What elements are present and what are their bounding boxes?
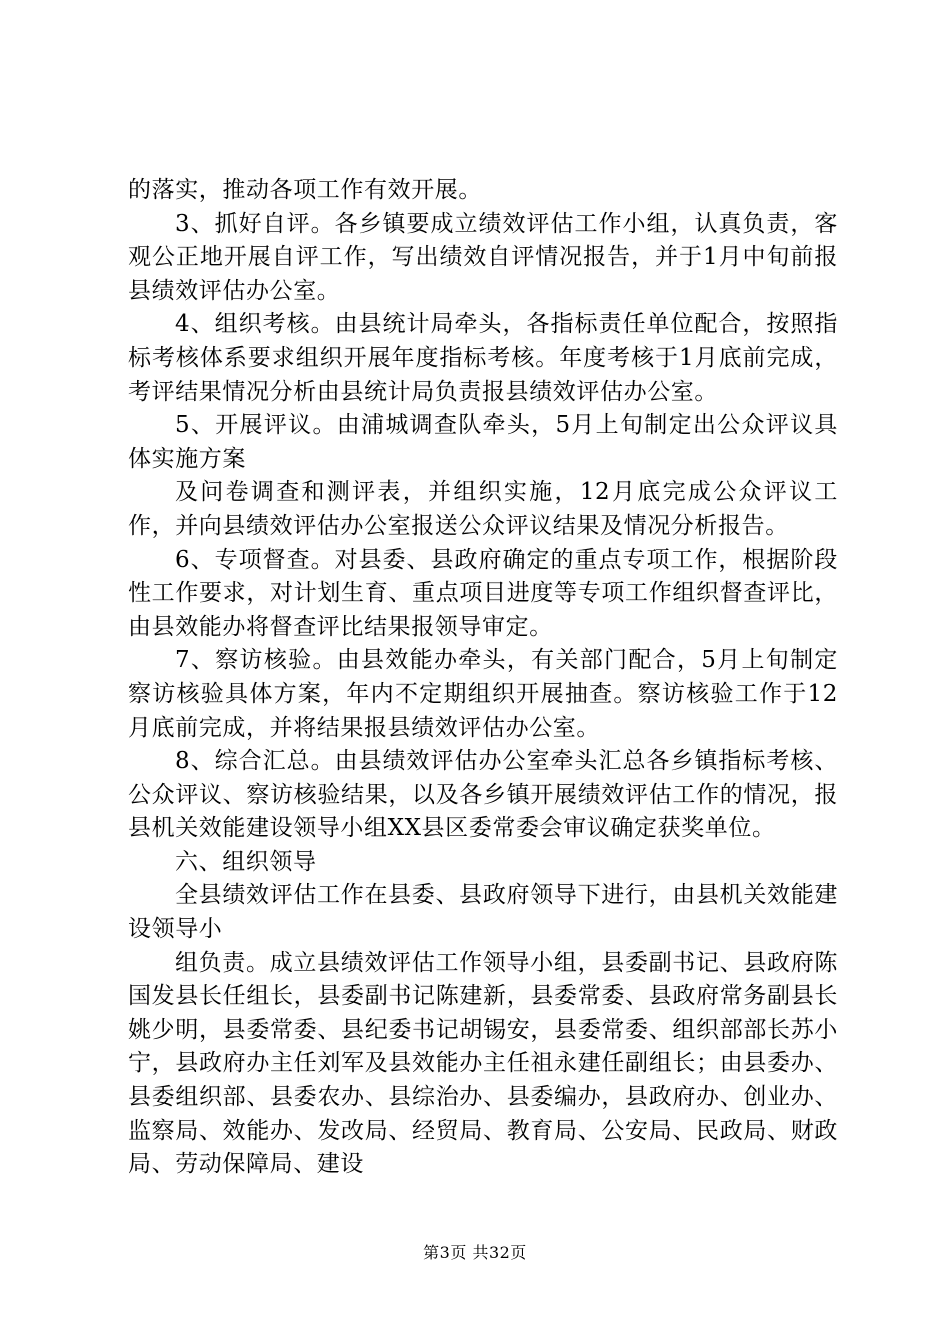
paragraph-special-inspection: 6、专项督查。对县委、县政府确定的重点专项工作，根据阶段性工作要求，对计划生育、重点项目进度等专项工作组织督查评比，由县效能办将督查评比结果报领导审定。 (128, 546, 838, 640)
section-heading-leadership: 六、组织领导 (175, 848, 317, 875)
paragraph-questionnaire: 及问卷调查和测评表，并组织实施，12月底完成公众评议工作，并向县绩效评估办公室报送公众评议结果及情况分析报告。 (128, 479, 838, 539)
paragraph-leadership-intro: 全县绩效评估工作在县委、县政府领导下进行，由县机关效能建设领导小 (128, 882, 838, 943)
paragraph-self-evaluation: 3、抓好自评。各乡镇要成立绩效评估工作小组，认真负责，客观公正地开展自评工作，写出绩效自评情况报告，并于1月中旬前报县绩效评估办公室。 (128, 210, 838, 304)
paragraph-public-review: 5、开展评议。由浦城调查队牵头，5月上旬制定出公众评议具体实施方案 (128, 412, 838, 472)
paragraph-organize-assessment: 4、组织考核。由县统计局牵头，各指标责任单位配合，按照指标考核体系要求组织开展年度指标考核。年度考核于1月底前完成，考评结果情况分析由县统计局负责报县绩效评估办公室。 (128, 311, 838, 405)
paragraph-continuation: 的落实，推动各项工作有效开展。 (128, 177, 482, 203)
paragraph-leadership-group: 组负责。成立县绩效评估工作领导小组，县委副书记、县政府陈国发县长任组长，县委副书记陈建新，县委常委、县政府常务副县长姚少明，县委常委、县纪委书记胡锡安，县委常委、组织部部长苏小宁，县政府办主任刘军及县效能办主任祖永建任副组长；由县委办、县委组织部、县委农办、县综治办、县委编办，县政府办、创业办、监察局、效能办、发改局、经贸局、教育局、公安局、民政局、财政局、劳动保障局、建设 (128, 949, 838, 1178)
paragraph-summary: 8、综合汇总。由县绩效评估办公室牵头汇总各乡镇指标考核、公众评议、察访核验结果，以及各乡镇开展绩效评估工作的情况，报县机关效能建设领导小组XX县区委常委会审议确定获奖单位。 (128, 748, 838, 842)
paragraph-visit-verification: 7、察访核验。由县效能办牵头，有关部门配合，5月上旬制定察访核验具体方案，年内不定期组织开展抽查。察访核验工作于12月底前完成，并将结果报县绩效评估办公室。 (128, 647, 838, 741)
document-body (128, 174, 838, 1182)
page-footer: 第3页 共32页 (423, 1243, 527, 1262)
